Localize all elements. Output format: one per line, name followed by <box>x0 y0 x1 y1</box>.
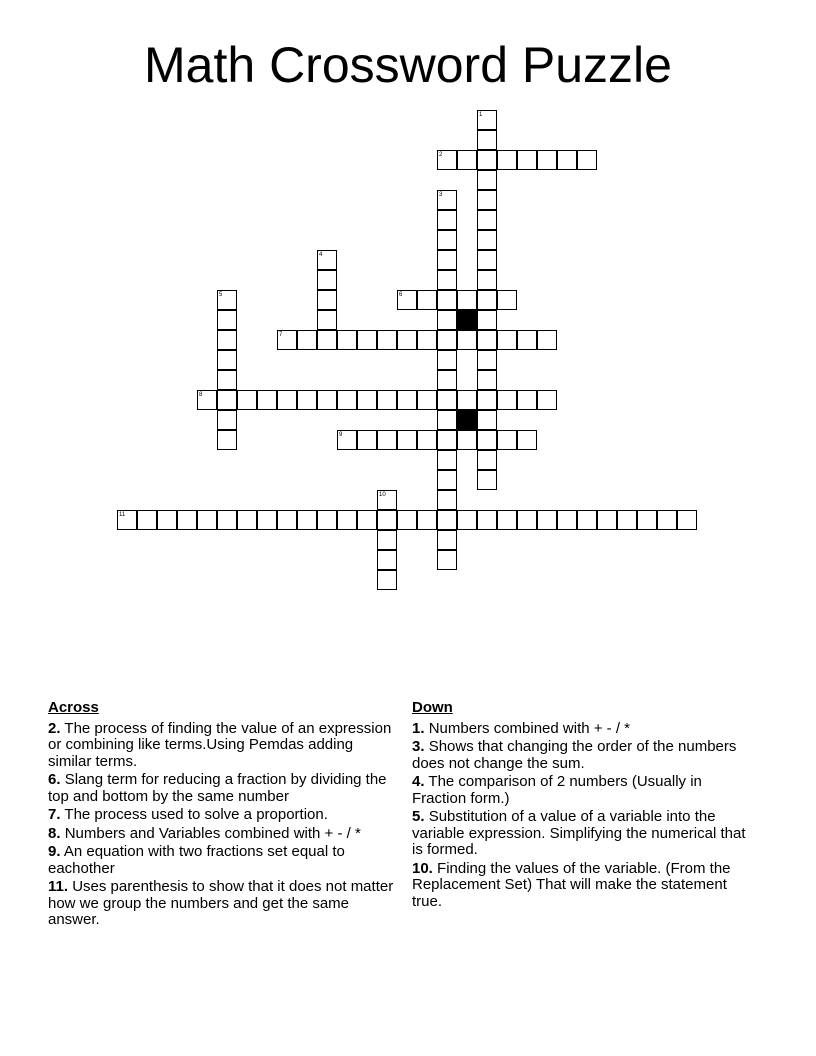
grid-cell[interactable] <box>477 470 497 490</box>
grid-cell[interactable] <box>317 390 337 410</box>
grid-cell[interactable] <box>437 350 457 370</box>
grid-cell[interactable] <box>477 350 497 370</box>
grid-cell[interactable] <box>217 330 237 350</box>
clue-number: 5. <box>412 808 425 825</box>
grid-cell[interactable] <box>477 270 497 290</box>
black-cell <box>457 310 477 330</box>
grid-cell[interactable] <box>497 290 517 310</box>
down-clue <box>412 861 752 911</box>
grid-cell[interactable] <box>557 510 577 530</box>
clue-number: 6. <box>48 771 61 788</box>
grid-cell[interactable] <box>437 250 457 270</box>
across-clue <box>48 772 400 805</box>
across-heading: Across <box>48 699 99 716</box>
grid-cell[interactable] <box>477 170 497 190</box>
grid-cell[interactable] <box>217 410 237 430</box>
clue-number: 8 <box>199 392 203 398</box>
grid-cell[interactable] <box>217 510 237 530</box>
grid-cell[interactable] <box>457 430 477 450</box>
grid-cell[interactable] <box>297 510 317 530</box>
clue-text: Substitution of a value of a variable into the variable expression. Simplifying the numerical that is formed. <box>412 808 746 858</box>
grid-cell[interactable] <box>477 370 497 390</box>
clue-number: 9 <box>339 432 343 438</box>
grid-cell[interactable] <box>517 330 537 350</box>
grid-cell[interactable] <box>437 330 457 350</box>
grid-cell[interactable] <box>397 430 417 450</box>
across-clue <box>48 721 400 771</box>
grid-cell[interactable] <box>517 430 537 450</box>
grid-cell[interactable] <box>477 190 497 210</box>
grid-cell[interactable] <box>477 410 497 430</box>
grid-cell[interactable] <box>457 290 477 310</box>
clue-number: 11. <box>48 878 69 895</box>
grid-cell[interactable] <box>237 390 257 410</box>
grid-cell[interactable] <box>377 570 397 590</box>
grid-cell[interactable] <box>477 130 497 150</box>
grid-cell[interactable] <box>477 510 497 530</box>
grid-cell[interactable] <box>437 470 457 490</box>
grid-cell[interactable] <box>337 510 357 530</box>
clue-number: 4. <box>412 773 425 790</box>
clue-text: The process of finding the value of an expression or combining like terms.Using Pemdas adding similar terms. <box>48 719 392 770</box>
grid-cell[interactable] <box>417 390 437 410</box>
grid-cell[interactable] <box>217 430 237 450</box>
grid-cell[interactable] <box>457 510 477 530</box>
grid-cell[interactable] <box>577 150 597 170</box>
grid-cell[interactable] <box>377 550 397 570</box>
across-clue <box>48 826 400 843</box>
grid-cell[interactable] <box>497 510 517 530</box>
grid-cell[interactable] <box>177 510 197 530</box>
clue-number: 2. <box>48 719 61 737</box>
grid-cell[interactable] <box>317 310 337 330</box>
grid-cell[interactable] <box>417 290 437 310</box>
grid-cell[interactable] <box>437 370 457 390</box>
grid-cell[interactable] <box>537 330 557 350</box>
grid-cell[interactable] <box>197 390 217 410</box>
grid-cell[interactable] <box>337 430 357 450</box>
clue-number: 3. <box>412 738 425 755</box>
grid-cell[interactable] <box>437 290 457 310</box>
clue-text: Numbers combined with + - / * <box>428 719 631 737</box>
grid-cell[interactable] <box>457 150 477 170</box>
grid-cell[interactable] <box>477 450 497 470</box>
grid-cell[interactable] <box>437 410 457 430</box>
grid-cell[interactable] <box>277 330 297 350</box>
grid-cell[interactable] <box>497 150 517 170</box>
clue-number: 7 <box>279 332 283 338</box>
grid-cell[interactable] <box>357 510 377 530</box>
grid-cell[interactable] <box>397 390 417 410</box>
grid-cell[interactable] <box>437 270 457 290</box>
across-clue-list <box>48 721 400 929</box>
grid-cell[interactable] <box>497 390 517 410</box>
clue-number: 2 <box>439 152 443 158</box>
grid-cell[interactable] <box>477 250 497 270</box>
clue-number: 7. <box>48 806 61 823</box>
grid-cell[interactable] <box>277 510 297 530</box>
grid-cell[interactable] <box>477 230 497 250</box>
grid-cell[interactable] <box>457 330 477 350</box>
grid-cell[interactable] <box>437 310 457 330</box>
grid-cell[interactable] <box>497 330 517 350</box>
grid-cell[interactable] <box>137 510 157 530</box>
clue-text: The comparison of 2 numbers (Usually in Fraction form.) <box>412 773 702 807</box>
grid-cell[interactable] <box>257 510 277 530</box>
grid-cell[interactable] <box>437 430 457 450</box>
grid-cell[interactable] <box>157 510 177 530</box>
down-clue <box>412 721 752 738</box>
down-clue <box>412 809 752 859</box>
grid-cell[interactable] <box>437 150 457 170</box>
clue-text: The process used to solve a proportion. <box>64 806 328 823</box>
grid-cell[interactable] <box>317 330 337 350</box>
black-cell <box>457 410 477 430</box>
grid-cell[interactable] <box>477 390 497 410</box>
grid-cell[interactable] <box>377 490 397 510</box>
grid-cell[interactable] <box>237 510 257 530</box>
grid-cell[interactable] <box>257 390 277 410</box>
grid-cell[interactable] <box>337 390 357 410</box>
across-clues <box>48 700 400 931</box>
grid-cell[interactable] <box>217 350 237 370</box>
grid-cell[interactable] <box>357 430 377 450</box>
across-clue <box>48 879 400 929</box>
grid-cell[interactable] <box>437 210 457 230</box>
grid-cell[interactable] <box>317 270 337 290</box>
grid-cell[interactable] <box>397 510 417 530</box>
grid-cell[interactable] <box>437 390 457 410</box>
grid-cell[interactable] <box>477 310 497 330</box>
grid-cell[interactable] <box>357 330 377 350</box>
grid-cell[interactable] <box>517 150 537 170</box>
grid-cell[interactable] <box>217 290 237 310</box>
clue-number: 9. <box>48 843 61 860</box>
down-heading: Down <box>412 699 453 716</box>
grid-cell[interactable] <box>217 390 237 410</box>
grid-cell[interactable] <box>297 390 317 410</box>
grid-cell[interactable] <box>417 330 437 350</box>
grid-cell[interactable] <box>437 230 457 250</box>
grid-cell[interactable] <box>537 390 557 410</box>
grid-cell[interactable] <box>357 390 377 410</box>
grid-cell[interactable] <box>217 310 237 330</box>
grid-cell[interactable] <box>297 330 317 350</box>
grid-cell[interactable] <box>437 450 457 470</box>
grid-cell[interactable] <box>337 330 357 350</box>
grid-cell[interactable] <box>437 550 457 570</box>
grid-cell[interactable] <box>437 190 457 210</box>
grid-cell[interactable] <box>477 210 497 230</box>
grid-cell[interactable] <box>377 430 397 450</box>
grid-cell[interactable] <box>457 390 477 410</box>
across-clue <box>48 807 400 824</box>
grid-cell[interactable] <box>557 150 577 170</box>
grid-cell[interactable] <box>537 510 557 530</box>
grid-cell[interactable] <box>497 430 517 450</box>
grid-cell[interactable] <box>597 510 617 530</box>
clue-text: Numbers and Variables combined with + - / * <box>64 824 361 842</box>
across-clue <box>48 844 400 877</box>
clue-number: 1. <box>412 719 425 737</box>
grid-cell[interactable] <box>437 510 457 530</box>
grid-cell[interactable] <box>517 510 537 530</box>
grid-cell[interactable] <box>477 110 497 130</box>
clue-number: 10 <box>379 492 386 498</box>
grid-cell[interactable] <box>317 250 337 270</box>
grid-cell[interactable] <box>397 330 417 350</box>
clue-text: Shows that changing the order of the numbers does not change the sum. <box>412 738 737 772</box>
grid-cell[interactable] <box>477 330 497 350</box>
clue-number: 4 <box>319 252 323 258</box>
down-clues <box>412 700 752 912</box>
grid-cell[interactable] <box>377 510 397 530</box>
grid-cell[interactable] <box>617 510 637 530</box>
grid-cell[interactable] <box>117 510 137 530</box>
down-clue-list <box>412 721 752 911</box>
grid-cell[interactable] <box>637 510 657 530</box>
grid-cell[interactable] <box>677 510 697 530</box>
clue-number: 8. <box>48 824 61 842</box>
grid-cell[interactable] <box>477 150 497 170</box>
clue-text: Slang term for reducing a fraction by dividing the top and bottom by the same number <box>48 771 387 805</box>
clue-number: 11 <box>119 512 126 518</box>
grid-cell[interactable] <box>317 290 337 310</box>
grid-cell[interactable] <box>317 510 337 530</box>
clue-number: 1 <box>479 112 483 118</box>
down-clue <box>412 774 752 807</box>
grid-cell[interactable] <box>577 510 597 530</box>
grid-cell[interactable] <box>377 390 397 410</box>
grid-cell[interactable] <box>197 510 217 530</box>
grid-cell[interactable] <box>277 390 297 410</box>
clue-number: 3 <box>439 192 443 198</box>
clue-text: An equation with two fractions set equal to eachother <box>48 843 345 877</box>
grid-cell[interactable] <box>477 430 497 450</box>
clue-number: 5 <box>219 292 223 298</box>
grid-cell[interactable] <box>537 150 557 170</box>
grid-cell[interactable] <box>437 490 457 510</box>
grid-cell[interactable] <box>657 510 677 530</box>
grid-cell[interactable] <box>377 330 397 350</box>
grid-cell[interactable] <box>217 370 237 390</box>
grid-cell[interactable] <box>477 290 497 310</box>
grid-cell[interactable] <box>377 530 397 550</box>
down-clue <box>412 739 752 772</box>
clue-number: 6 <box>399 292 403 298</box>
grid-cell[interactable] <box>397 290 417 310</box>
clue-text: Finding the values of the variable. (From the Replacement Set) That will make the statement true. <box>412 859 731 910</box>
grid-cell[interactable] <box>417 430 437 450</box>
page-title: Math Crossword Puzzle <box>144 37 672 93</box>
clue-number: 10. <box>412 859 433 877</box>
grid-cell[interactable] <box>437 530 457 550</box>
clue-text: Uses parenthesis to show that it does not matter how we group the numbers and get the same answer. <box>48 878 394 928</box>
grid-cell[interactable] <box>517 390 537 410</box>
grid-cell[interactable] <box>417 510 437 530</box>
